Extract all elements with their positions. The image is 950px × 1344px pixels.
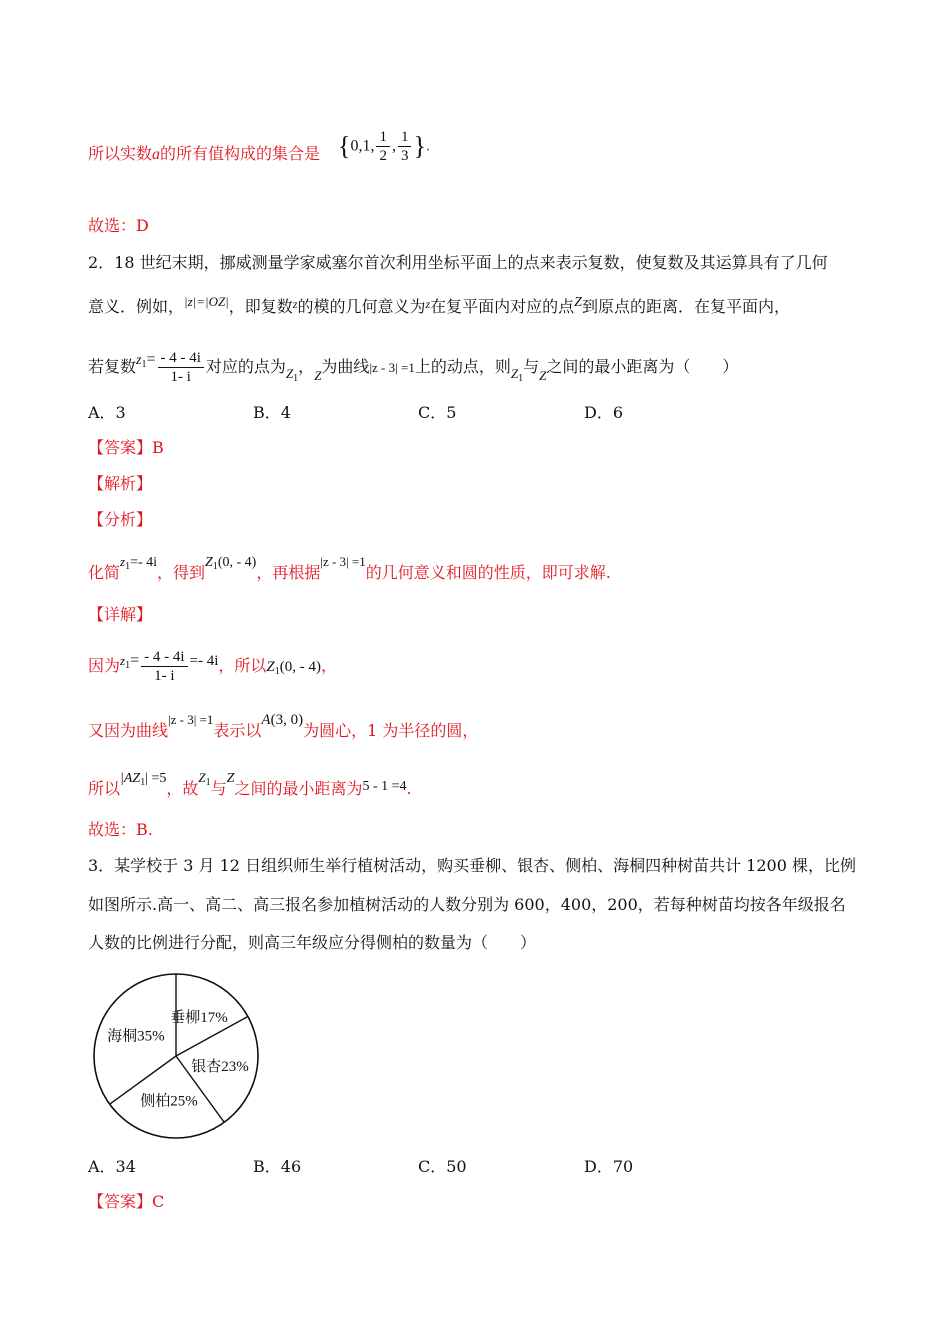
q3-answer-label: 【答案】C [88,1192,165,1211]
pie-label-3: 海桐35% [107,1028,165,1045]
q3-option-d[interactable]: D．70 [584,1157,634,1176]
set-open: { [338,131,351,161]
q2-jiexi-label: 【解析】 [88,474,153,493]
math-modulus-OZ: |z|=|OZ| [184,294,229,309]
q2-option-c[interactable]: C．5 [418,403,457,422]
fraction-third: $\frac{1}{3}$ [398,128,412,165]
pie-chart [86,968,266,1144]
pie-label-2: 侧柏25% [140,1093,198,1110]
q2-detail-line-3: 所以$|AZ_1| =5$，故$^{Z_1}$与Z之间的最小距离为5 - 1 =4. [88,770,412,798]
q3-option-c[interactable]: C．50 [418,1157,467,1176]
q2-stem-line-3: 若复数$z_1=$ $\frac{- 4 - 4i}{1- i}$ 对应的点为$_{Z_1}$，$_Z$为曲线|z - 3| =1上的动点，则$_{Z_1}$与$_Z$之间的最小距离为（ ） [88,350,739,385]
answer-set: {0,1, $\frac{1}{2}$ , $\frac{1}{3}$ }. [338,129,430,164]
q3-option-b[interactable]: B．46 [253,1157,302,1176]
q1-conclusion [88,142,320,192]
q2-stem-line-1: 2．18 世纪末期，挪威测量学家威塞尔首次利用坐标平面上的点来表示复数，使复数及其运算具有了几何 [88,253,828,272]
q2-option-a[interactable]: A．3 [88,403,126,422]
pie-label-1: 银杏23% [191,1058,249,1075]
fraction-detail: $\frac{- 4 - 4i}{1- i}$ [141,648,187,685]
fraction-half: $\frac{1}{2}$ [376,128,390,165]
q2-analysis-line: 化简$^{z_1}$=- 4i，得到$Z_1(0$, - 4)，再根据$^{|z - 3| =1}$的几何意义和圆的性质，即可求解. [88,554,611,582]
text: 所以实数 [88,144,153,163]
q2-detail-line-1: 因为$^{z_1}$= $\frac{- 4 - 4i}{1- i}$ =- 4i，所以$Z_1(0$, - 4)， [88,649,338,684]
q2-detail-label: 【详解】 [88,605,153,624]
q2-stem-line-2: 意义．例如，$^{|z|=|OZ|}$，即复数$^z$的模的几何意义为$^z$在复平面内对应的点Z到原点的距离．在复平面内， [88,294,790,316]
text: 的所有值构成的集合是 [160,144,321,163]
q1-answer-line: 故选：D [88,216,149,235]
q3-stem-line-1: 3．某学校于 3 月 12 日组织师生举行植树活动，购买垂柳、银杏、侧柏、海桐四种树苗共计 1200 棵，比例 [88,856,856,875]
q2-answer-label: 【答案】B [88,438,164,457]
q2-answer-line: 故选：B. [88,820,153,839]
q3-stem-line-3: 人数的比例进行分配，则高三年级应分得侧柏的数量为（ ） [88,933,537,952]
q2-option-d[interactable]: D．6 [584,403,624,422]
fraction-z1: $\frac{- 4 - 4i}{1- i}$ [158,349,204,386]
pie-label-0: 垂柳17% [170,1010,228,1027]
q3-stem-line-2: 如图所示.高一、高二、高三报名参加植树活动的人数分别为 600，400，200，若每种树苗均按各年级报名 [88,895,846,914]
var-a: a [152,146,161,163]
q2-detail-line-2: 又因为曲线$^{|z - 3| =1}$表示以A(3, 0)为圆心，1 为半径的圆， [88,712,479,740]
q2-option-b[interactable]: B．4 [253,403,291,422]
q2-fenxi-label: 【分析】 [88,510,153,529]
q3-option-a[interactable]: A．34 [88,1157,136,1176]
